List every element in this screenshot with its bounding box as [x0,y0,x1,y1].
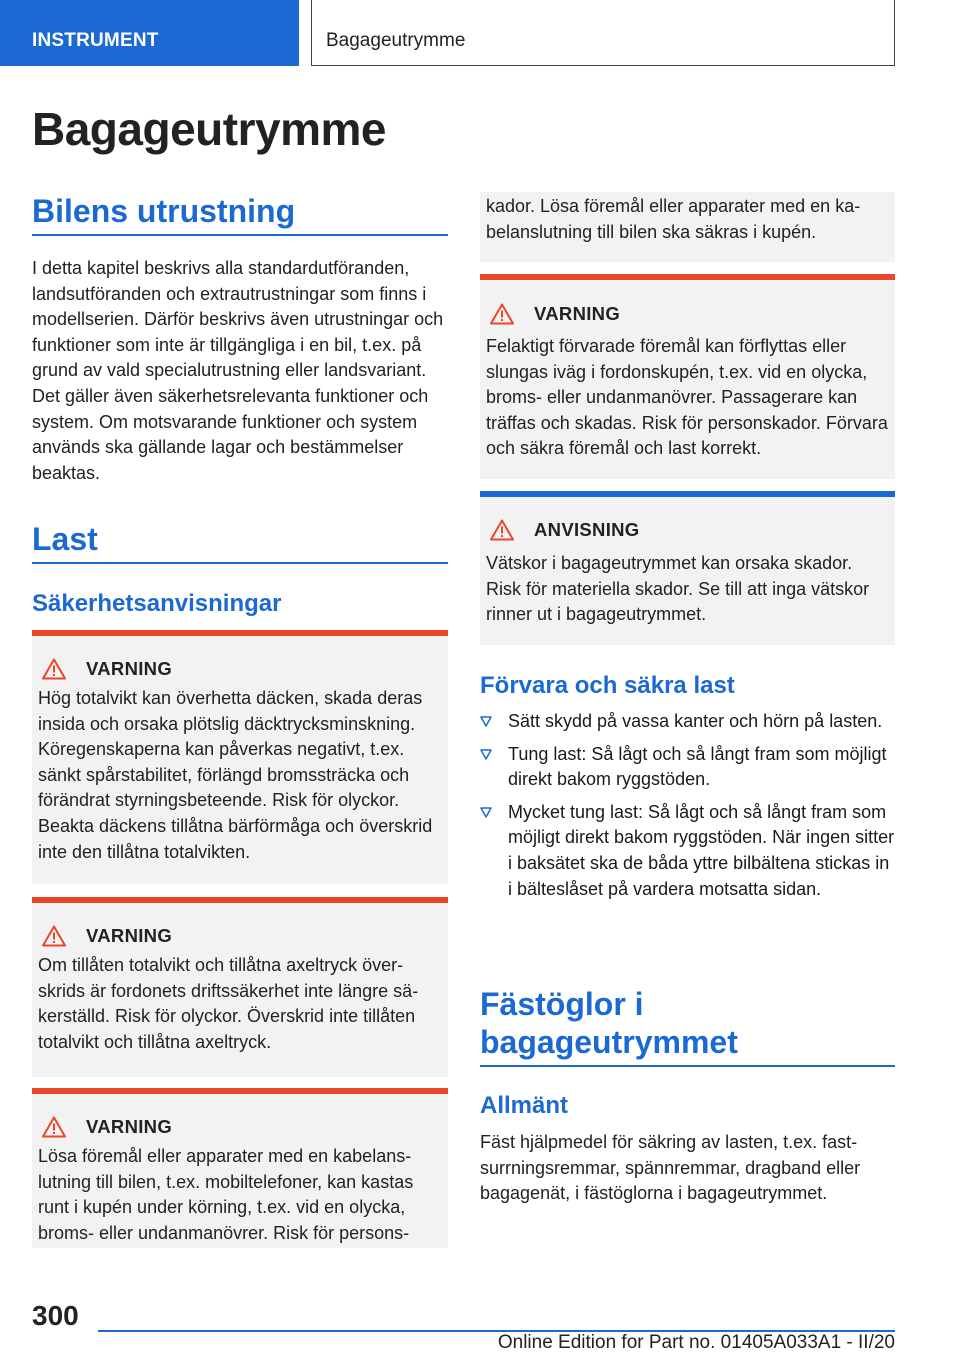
list-item-text: Tung last: Så lågt och så långt fram som möjligt direkt bakom ryggstöden. [508,743,887,790]
list-item [480,709,895,735]
notice-bar [480,491,895,497]
footer-edition: Online Edition for Part no. 01405A033A1 - II/20 [497,1332,895,1353]
warning-triangle-icon [490,303,514,325]
warning-bar [32,1088,448,1094]
warning-header [42,1116,172,1138]
warning-box [32,630,448,884]
notice-label: ANVISNING [534,519,640,540]
heading-general: Allmänt [480,1092,569,1119]
stow-list [480,709,895,909]
warning-header [490,303,620,325]
warning-box [480,274,895,479]
heading-rule [480,1065,895,1067]
list-item [480,742,895,793]
warning-box [32,1088,448,1248]
notice-header [490,519,640,541]
heading-rule [32,562,448,564]
warning-header [42,925,172,947]
warning-label: VARNING [86,658,173,679]
warning-bar [32,630,448,636]
equipment-paragraph: I detta kapitel beskrivs alla standardutföranden, landsutföranden och extrautrustningar som finns i modellserien. Därför beskrivs även utrustningar och funktioner som inte är tillgängliga i en bil, t.ex. på grund av vald specialutrustning eller landsvariant. Det gäller även säkerhetsrelevanta funktioner och system. Om motsvarande funktioner och system används ska gällande lagar och bestämmelser beaktas. [32,258,444,483]
list-item-text: Mycket tung last: Så lågt och så långt fram som möjligt direkt bakom ryggstöden. När ingen sitter i baksätet ska de båda yttre bilbältena stickas in i bälteslåset på vardera motsatta sidan. [508,801,895,899]
page-number: 300 [32,1300,79,1331]
notice-text: Vätskor i bagageutrymmet kan orsaka skador. Risk för materiella skador. Se till att inga vätskor rinner ut i bagageutrymmet. [486,553,870,625]
warning-text: kador. Lösa föremål eller apparater med en kabelanslutning till bilen ska säkras i kupén. [486,196,861,242]
warning-bar [32,897,448,903]
warning-text: Om tillåten totalvikt och tillåtna axeltryck överskrids är fordonets driftssäkerhet inte längre säkerställd. Risk för olyckor. Överskrid inte tillåten totalvikt och tillåtna axeltryck. [38,955,419,1052]
warning-bar [480,274,895,280]
heading-load: Last [32,521,98,557]
general-paragraph: Fäst hjälpmedel för säkring av lasten, t.ex. fastsurrningsremmar, spännremmar, dragband eller bagagenät, i fästöglorna i bagageutrymmet. [480,1132,861,1204]
warning-box [32,897,448,1077]
warning-text: Hög totalvikt kan överhetta däcken, skada deras insida och orsaka plötslig däcktrycksminskning. Köregenskaperna kan påverkas negativt, t.ex. sänkt spårstabilitet, förlängd bromssträcka och förändrat styrningsbeteende. Risk för olyckor. Beakta däckens tillåtna bärförmåga och överskrid inte den tillåtna totalvikten. [38,688,433,862]
warning-triangle-icon [490,519,514,541]
notice-box [480,491,895,645]
warning-text: Felaktigt förvarade föremål kan förflyttas eller slungas iväg i fordonskupén, t.ex. vid en olycka, broms- eller undanmanövrer. Passagerare kan träffas och skadas. Risk för personskador. Förvara och säkra föremål och last korrekt. [486,336,888,459]
warning-text: Lösa föremål eller apparater med en kabelanslutning till bilen, t.ex. mobiltelefoner, kan kastas runt i kupén under körning, t.ex. vid en olycka, broms- eller undanmanövrer. Risk för persons- [38,1146,414,1243]
warning-box-continued [480,192,895,262]
heading-eyelets-line1: Fästöglor i [480,986,644,1022]
triangle-bullet-icon [480,807,492,819]
heading-eyelets-line2: bagageutrymmet [480,1024,738,1060]
section-tab: INSTRUMENT [0,0,299,66]
triangle-bullet-icon [480,716,492,728]
warning-label: VARNING [534,303,621,324]
page-title: Bagageutrymme [32,103,386,155]
triangle-bullet-icon [480,749,492,761]
heading-safety: Säkerhetsanvisningar [32,590,282,617]
list-item [480,800,895,902]
heading-rule [32,234,448,236]
warning-label: VARNING [86,925,173,946]
heading-eyelets [480,985,738,1061]
section-title: Bagageutrymme [311,0,895,66]
warning-triangle-icon [42,925,66,947]
warning-triangle-icon [42,658,66,680]
warning-label: VARNING [86,1116,173,1137]
heading-equipment: Bilens utrustning [32,193,296,229]
warning-header [42,658,172,680]
heading-stow-load: Förvara och säkra last [480,672,735,699]
page-header [0,0,960,66]
list-item-text: Sätt skydd på vassa kanter och hörn på lasten. [508,711,883,731]
warning-triangle-icon [42,1116,66,1138]
